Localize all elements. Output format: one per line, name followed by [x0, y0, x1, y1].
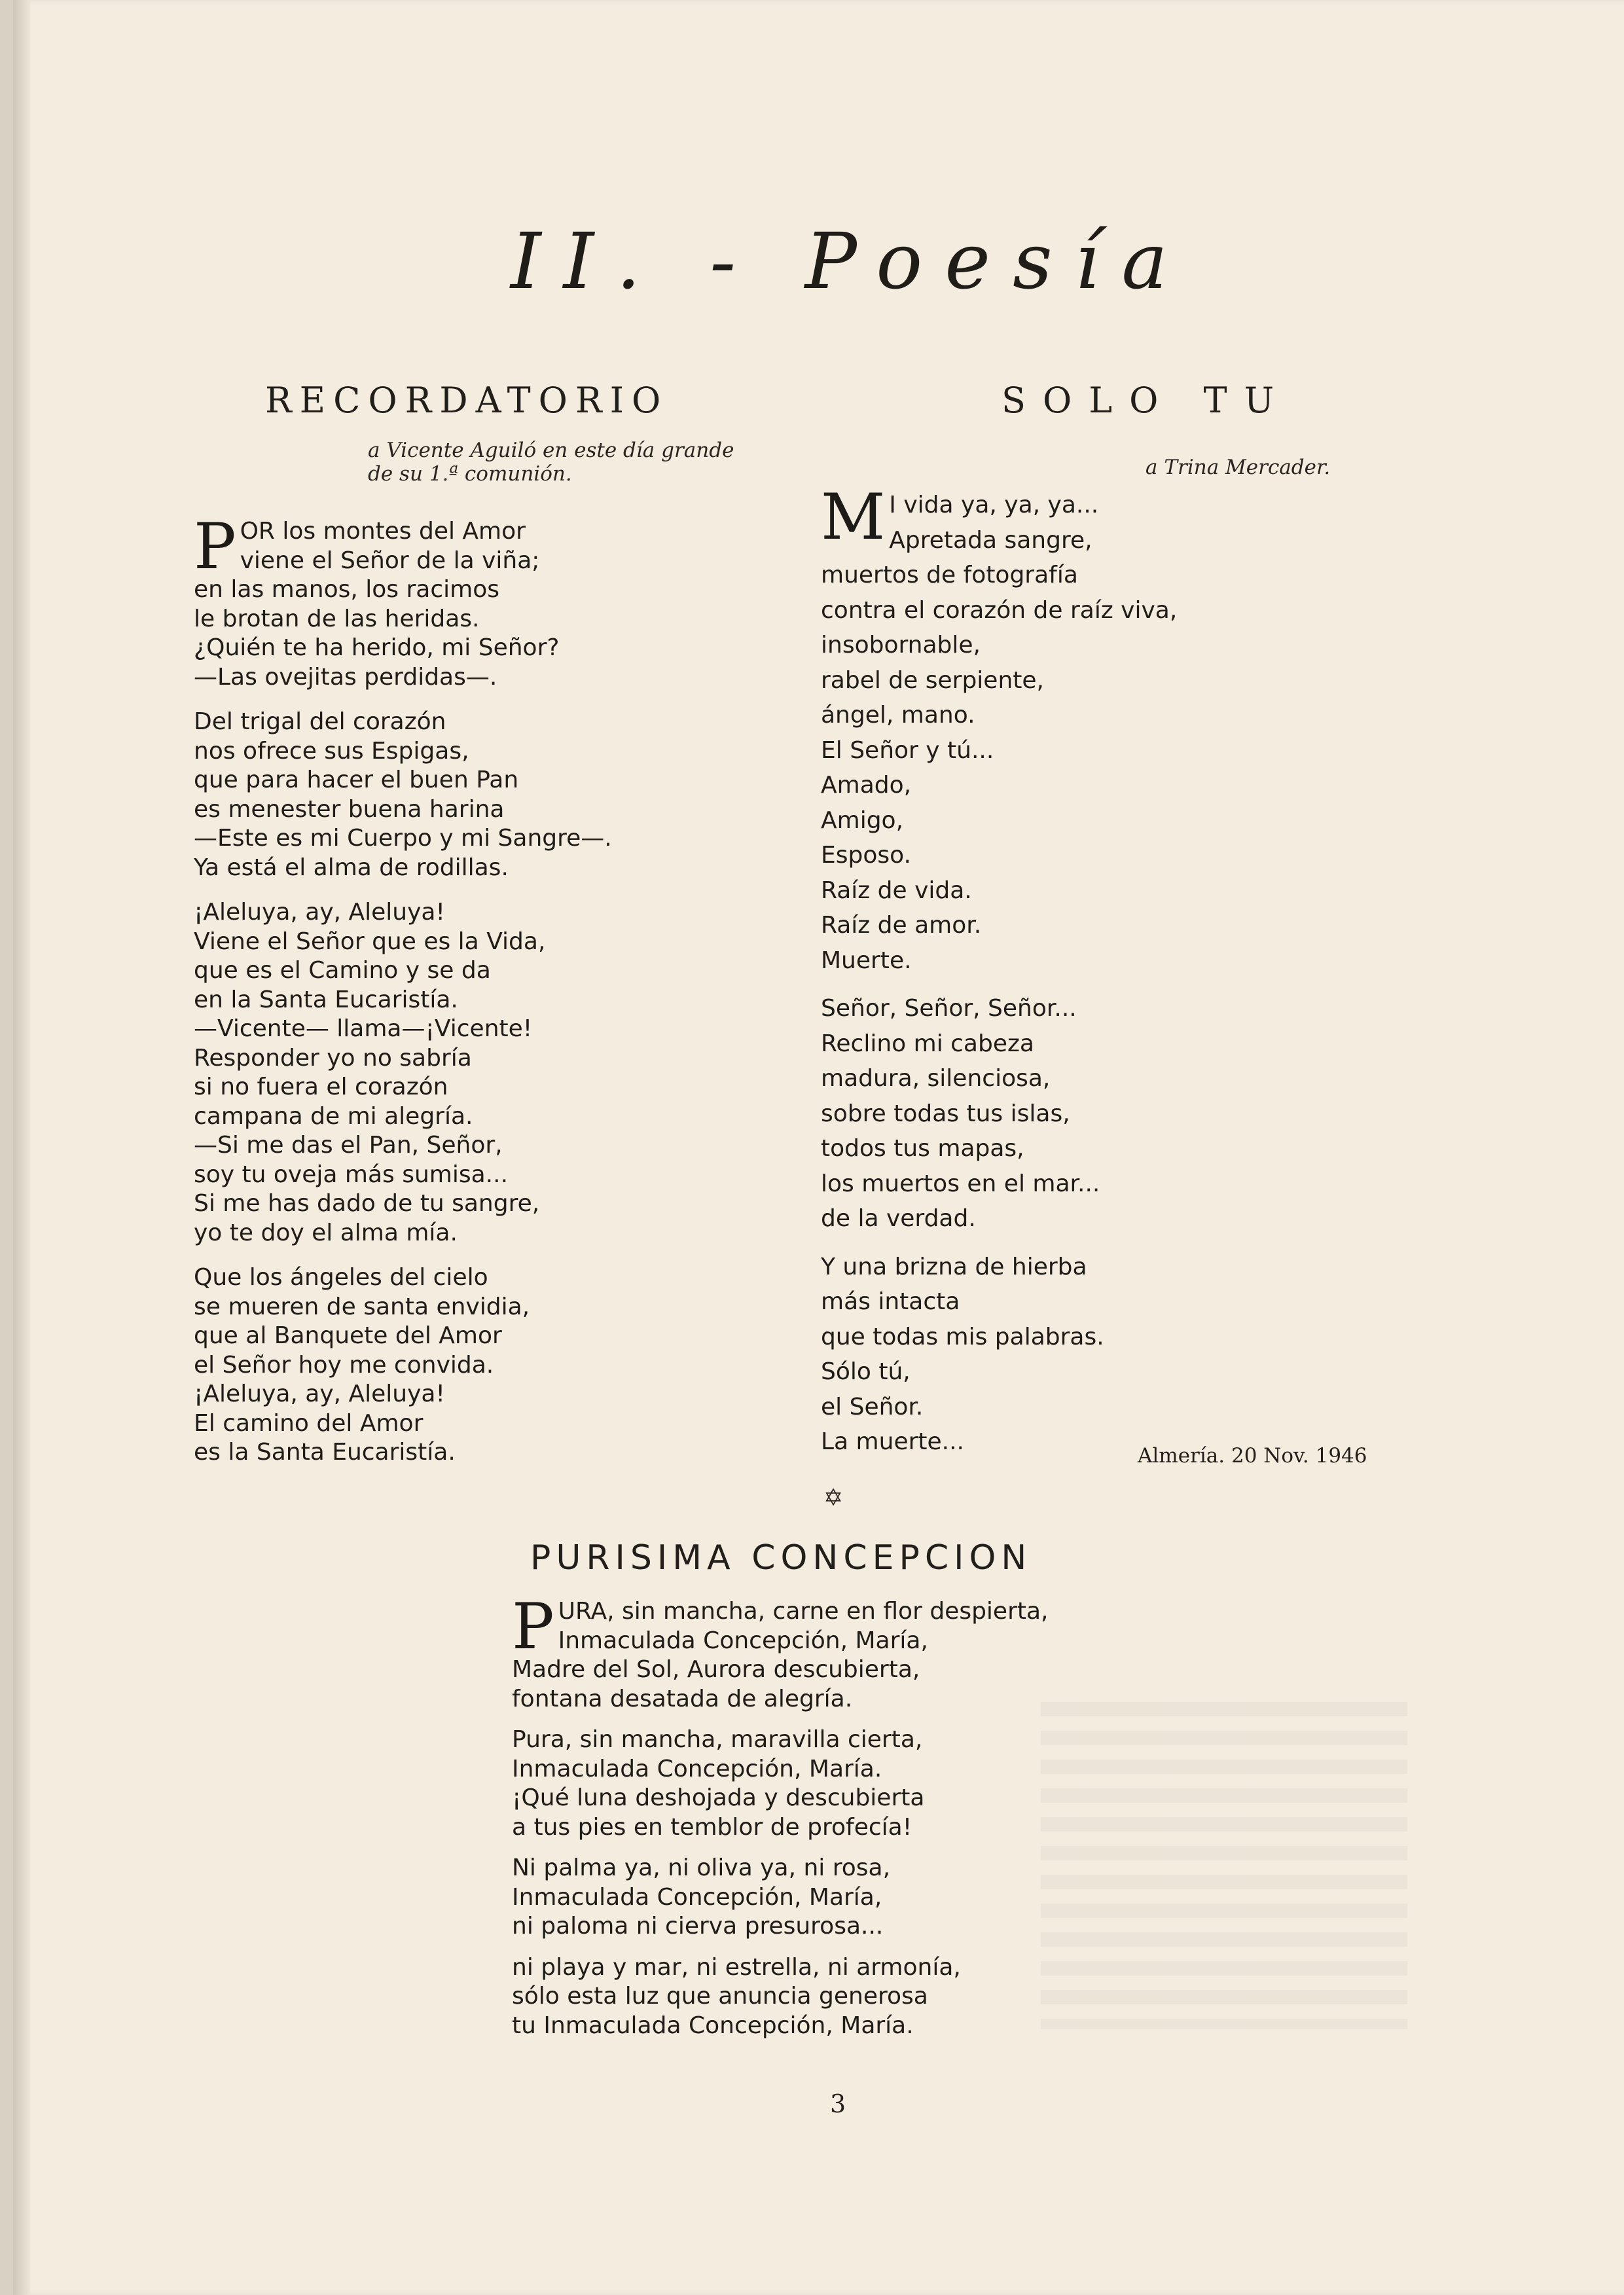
poem-line: Señor, Señor, Señor...: [821, 995, 1077, 1022]
poem-line: de la verdad.: [821, 1205, 976, 1232]
drop-cap: P: [512, 1590, 554, 1663]
poem-solo-tu-title: SOLO TU: [1001, 380, 1291, 421]
poem-line: contra el corazón de raíz viva,: [821, 596, 1178, 624]
poem-line: ni paloma ni cierva presurosa...: [512, 1913, 884, 1940]
poem-line: que al Banquete del Amor: [194, 1322, 502, 1349]
poem-line: el Señor hoy me convida.: [194, 1351, 494, 1379]
poem-line: —Vicente— llama—¡Vicente!: [194, 1015, 533, 1042]
poem-line: Ya está el alma de rodillas.: [194, 854, 509, 881]
page-number: 3: [830, 2089, 846, 2118]
poem-solo-tu-dedication: [1146, 456, 1330, 479]
stanza: [512, 1854, 1002, 1942]
poem-line: viene el Señor de la viña;: [240, 547, 540, 574]
poem-line: en la Santa Eucaristía.: [194, 986, 458, 1013]
star-ornament: ✡: [823, 1485, 844, 1511]
poem-line: ¡Qué luna deshojada y descubierta: [512, 1784, 925, 1811]
poem-recordatorio-title: RECORDATORIO: [265, 380, 669, 421]
drop-cap: M: [821, 480, 886, 554]
drop-cap: P: [194, 510, 236, 583]
poem-line: que para hacer el buen Pan: [194, 767, 519, 793]
stanza: [512, 1590, 1049, 1714]
poem-line: Reclino mi cabeza: [821, 1030, 1034, 1057]
poem-recordatorio-body: [194, 510, 612, 1468]
bleed-through: [1041, 1702, 1407, 2029]
poem-line: todos tus mapas,: [821, 1135, 1024, 1162]
poem-line: rabel de serpiente,: [821, 666, 1044, 694]
poem-line: Inmaculada Concepción, María,: [558, 1627, 928, 1654]
stanza: [821, 1250, 1177, 1460]
poem-line: los muertos en el mar...: [821, 1170, 1100, 1197]
poem-purisima-title: PURISIMA CONCEPCION: [530, 1538, 1032, 1578]
page-spine: [13, 0, 30, 2295]
poem-line: sobre todas tus islas,: [821, 1100, 1070, 1127]
poem-line: —Las ovejitas perdidas—.: [194, 663, 497, 691]
stanza: [512, 1726, 1002, 1842]
poem-line: insobornable,: [821, 632, 981, 659]
stanza: [194, 510, 612, 692]
poem-line: Si me has dado de tu sangre,: [194, 1190, 540, 1217]
poem-line: Y una brizna de hierba: [821, 1253, 1087, 1280]
poem-line: Madre del Sol, Aurora descubierta,: [512, 1656, 920, 1683]
section-title: II. - Poesía: [511, 216, 1190, 306]
poem-line: a tus pies en temblor de profecía!: [512, 1813, 912, 1841]
poem-line: Amigo,: [821, 806, 904, 834]
dedication-line: a Vicente Aguiló en este día grande: [368, 439, 734, 462]
stanza: [512, 1953, 1002, 2041]
poem-line: La muerte...: [821, 1428, 964, 1455]
stanza: [821, 991, 1177, 1237]
poem-line: ¡Aleluya, ay, Aleluya!: [194, 1381, 445, 1407]
poem-line: le brotan de las heridas.: [194, 605, 480, 632]
poem-line: Inmaculada Concepción, María.: [512, 1755, 882, 1782]
poem-line: Ni palma ya, ni oliva ya, ni rosa,: [512, 1854, 891, 1881]
dedication-line: a Trina Mercader.: [1146, 456, 1331, 479]
poem-line: se mueren de santa envidia,: [194, 1293, 530, 1320]
poem-purisima-body: [512, 1590, 1049, 2040]
stanza: [821, 480, 1178, 978]
poem-line: Amado,: [821, 772, 912, 799]
poem-line: Raíz de amor.: [821, 912, 982, 939]
poem-line: el Señor.: [821, 1393, 924, 1420]
poem-line: tu Inmaculada Concepción, María.: [512, 2012, 914, 2039]
poem-line: Inmaculada Concepción, María,: [512, 1883, 882, 1911]
poem-line: El Señor y tú...: [821, 736, 994, 764]
poem-line: sólo esta luz que anuncia generosa: [512, 1983, 928, 2010]
poem-line: Responder yo no sabría: [194, 1044, 472, 1072]
poem-line: ni playa y mar, ni estrella, ni armonía,: [512, 1953, 961, 1981]
poem-line: si no fuera el corazón: [194, 1074, 448, 1100]
poem-line: —Si me das el Pan, Señor,: [194, 1132, 503, 1159]
poem-line: muertos de fotografía: [821, 562, 1078, 588]
stanza: [194, 708, 612, 882]
poem-line: soy tu oveja más sumisa...: [194, 1161, 509, 1188]
poem-line: es la Santa Eucaristía.: [194, 1439, 456, 1466]
poem-line: Del trigal del corazón: [194, 708, 446, 735]
stanza: [194, 1263, 612, 1468]
poem-line: ángel, mano.: [821, 702, 975, 729]
poem-solo-tu-body: [821, 480, 1178, 1460]
poem-line: Apretada sangre,: [889, 526, 1092, 554]
poem-line: URA, sin mancha, carne en flor despierta,: [558, 1598, 1049, 1625]
poem-line: Raíz de vida.: [821, 876, 972, 904]
poem-line: fontana desatada de alegría.: [512, 1685, 853, 1712]
poem-line: que todas mis palabras.: [821, 1323, 1104, 1350]
poem-line: Muerte.: [821, 947, 912, 974]
poem-line: I vida ya, ya, ya...: [889, 492, 1099, 518]
poem-line: Que los ángeles del cielo: [194, 1264, 488, 1291]
page: [13, 0, 1624, 2295]
stanza: [194, 898, 612, 1248]
poem-line: Viene el Señor que es la Vida,: [194, 928, 546, 955]
poem-line: —Este es mi Cuerpo y mi Sangre—.: [194, 825, 612, 852]
poem-line: Sólo tú,: [821, 1358, 911, 1385]
poem-line: Pura, sin mancha, maravilla cierta,: [512, 1726, 923, 1753]
poem-line: nos ofrece sus Espigas,: [194, 737, 469, 765]
poem-line: OR los montes del Amor: [240, 518, 526, 545]
poem-line: es menester buena harina: [194, 795, 505, 823]
poem-line: más intacta: [821, 1288, 960, 1315]
poem-line: El camino del Amor: [194, 1409, 424, 1437]
poem-line: que es el Camino y se da: [194, 957, 491, 984]
poem-line: ¿Quién te ha herido, mi Señor?: [194, 634, 560, 661]
poem-line: campana de mi alegría.: [194, 1102, 473, 1130]
poem-line: yo te doy el alma mía.: [194, 1219, 458, 1246]
dedication-line: de su 1.ª comunión.: [368, 462, 572, 486]
poem-recordatorio-dedication: [368, 439, 734, 486]
poem-line: madura, silenciosa,: [821, 1065, 1051, 1092]
poem-line: ¡Aleluya, ay, Aleluya!: [194, 899, 445, 926]
poem-solo-tu-signature: Almería. 20 Nov. 1946: [1138, 1444, 1367, 1468]
poem-line: en las manos, los racimos: [194, 576, 500, 603]
poem-line: Esposo.: [821, 842, 911, 869]
